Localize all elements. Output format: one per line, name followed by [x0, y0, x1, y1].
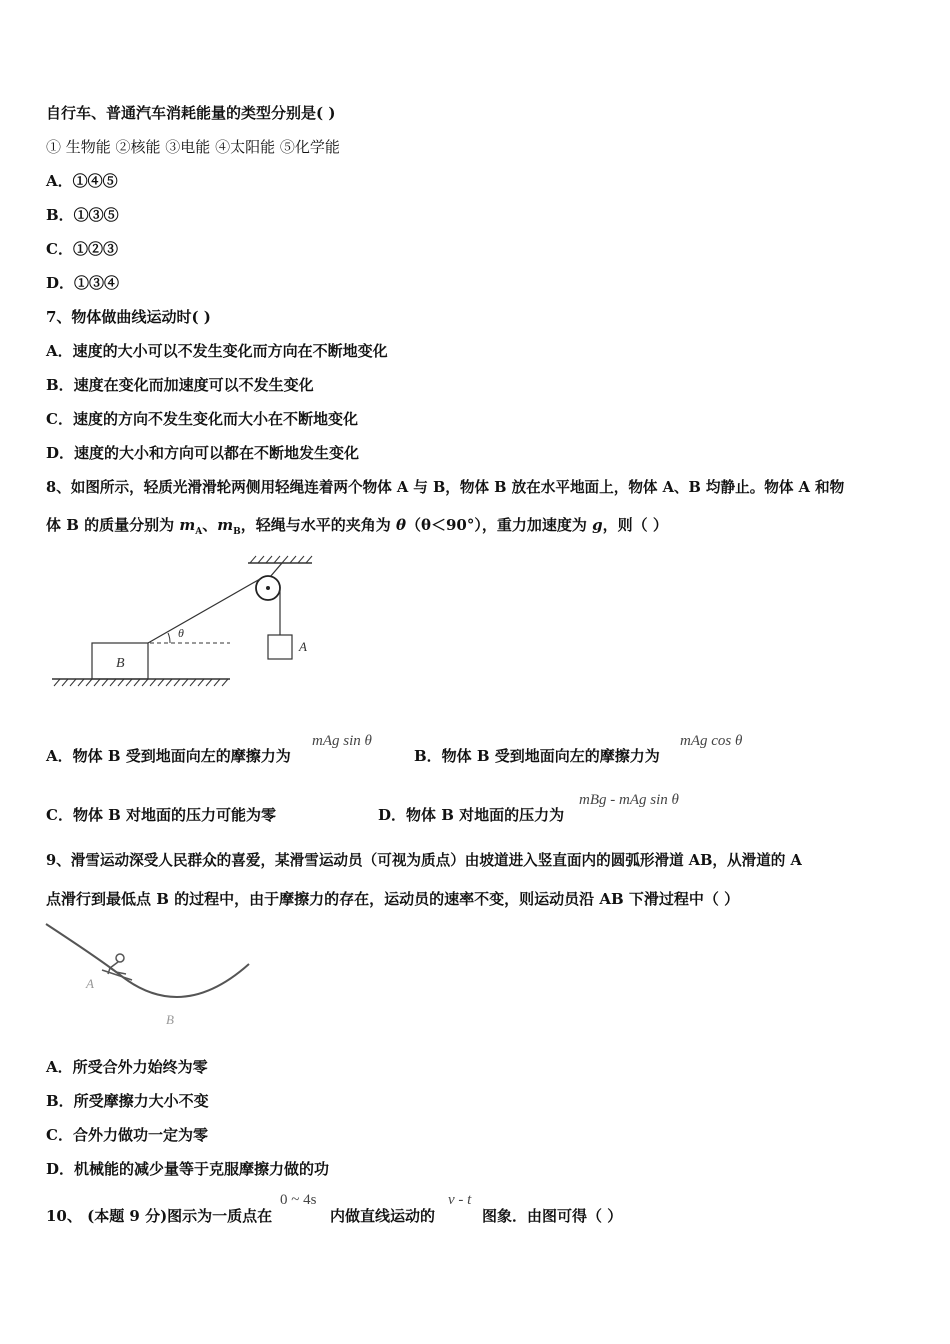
- q8-pulley-figure: [50, 555, 320, 690]
- q7-stem: 7、物体做曲线运动时( ): [46, 308, 211, 326]
- q8-theta: θ: [395, 516, 406, 534]
- box-a: [268, 635, 292, 659]
- label-theta: θ: [178, 626, 184, 640]
- q10-vt: v - t: [448, 1192, 472, 1208]
- q6-option-a[interactable]: A．①④⑤: [46, 172, 118, 190]
- label-b: B: [116, 656, 125, 671]
- q9-stem-line2: 点滑行到最低点 B 的过程中，由于摩擦力的存在，运动员的速率不变，则运动员沿 AB 下滑过程中（ ）: [46, 890, 740, 908]
- q10-stem-b: 内做直线运动的: [330, 1207, 436, 1225]
- q8-mass-a: $m_A$: [179, 516, 203, 537]
- q6-option-b[interactable]: B．①③⑤: [46, 206, 119, 224]
- q8-option-d-formula: mBg - mAg sin θ: [579, 792, 679, 808]
- q8-theta-range: （θ＜90°）: [405, 516, 482, 534]
- q8-g: g: [592, 516, 603, 534]
- q6-items: ① 生物能 ②核能 ③电能 ④太阳能 ⑤化学能: [46, 138, 340, 156]
- q8-option-b[interactable]: B．物体 B 受到地面向左的摩擦力为: [414, 747, 660, 765]
- q8-stem-text-c: ，重力加速度为: [481, 516, 593, 534]
- q10-time-range: 0 ~ 4s: [280, 1192, 317, 1208]
- q6-option-c[interactable]: C．①②③: [46, 240, 118, 258]
- q8-stem-text-a: 体 B 的质量分别为: [46, 516, 180, 534]
- q9-slope-figure: [44, 922, 254, 1030]
- q9-option-a[interactable]: A．所受合外力始终为零: [46, 1058, 208, 1076]
- q8-mass-b: $m_B$: [217, 516, 241, 537]
- q8-stem-text-b: ，轻绳与水平的夹角为: [240, 516, 396, 534]
- q7-option-c[interactable]: C．速度的方向不发生变化而大小在不断地变化: [46, 410, 358, 428]
- q6-option-d[interactable]: D．①③④: [46, 274, 120, 292]
- q8-option-d[interactable]: D．物体 B 对地面的压力为: [378, 806, 565, 824]
- q6-stem: 自行车、普通汽车消耗能量的类型分别是( ): [46, 104, 336, 122]
- q10-stem-a: 10、 (本题 9 分)图示为一质点在: [46, 1207, 273, 1225]
- q8-stem-text-d: ，则（ ）: [602, 516, 668, 534]
- q9-stem-line1: 9、滑雪运动深受人民群众的喜爱，某滑雪运动员（可视为质点）由坡道进入竖直面内的圆弧形滑道 AB，从滑道的 A: [46, 852, 802, 869]
- q9-option-b[interactable]: B．所受摩擦力大小不变: [46, 1092, 209, 1110]
- slope-arc: [46, 924, 249, 997]
- q8-option-c[interactable]: C．物体 B 对地面的压力可能为零: [46, 806, 277, 824]
- q10-stem-c: 图象．由图可得（ ）: [482, 1207, 623, 1225]
- label-b: B: [166, 1012, 174, 1027]
- label-a: A: [86, 976, 94, 991]
- q7-option-b[interactable]: B．速度在变化而加速度可以不发生变化: [46, 376, 314, 394]
- q7-option-d[interactable]: D．速度的大小和方向可以都在不断地发生变化: [46, 444, 360, 462]
- q9-option-d[interactable]: D．机械能的减少量等于克服摩擦力做的功: [46, 1160, 330, 1178]
- q8-stem-line1: 8、如图所示，轻质光滑滑轮两侧用轻绳连着两个物体 A 与 B，物体 B 放在水平地面上，物体 A、B 均静止。物体 A 和物: [46, 479, 845, 496]
- q8-option-a[interactable]: A．物体 B 受到地面向左的摩擦力为: [46, 747, 291, 765]
- q8-option-b-formula: mAg cos θ: [680, 733, 743, 749]
- q8-sep: 、: [202, 516, 218, 534]
- q9-option-c[interactable]: C．合外力做功一定为零: [46, 1126, 208, 1144]
- skier: [102, 954, 132, 980]
- label-a: A: [299, 639, 307, 654]
- q7-option-a[interactable]: A．速度的大小可以不发生变化而方向在不断地变化: [46, 342, 388, 360]
- q8-stem-line2: [46, 515, 668, 542]
- q8-option-a-formula: mAg sin θ: [312, 733, 372, 749]
